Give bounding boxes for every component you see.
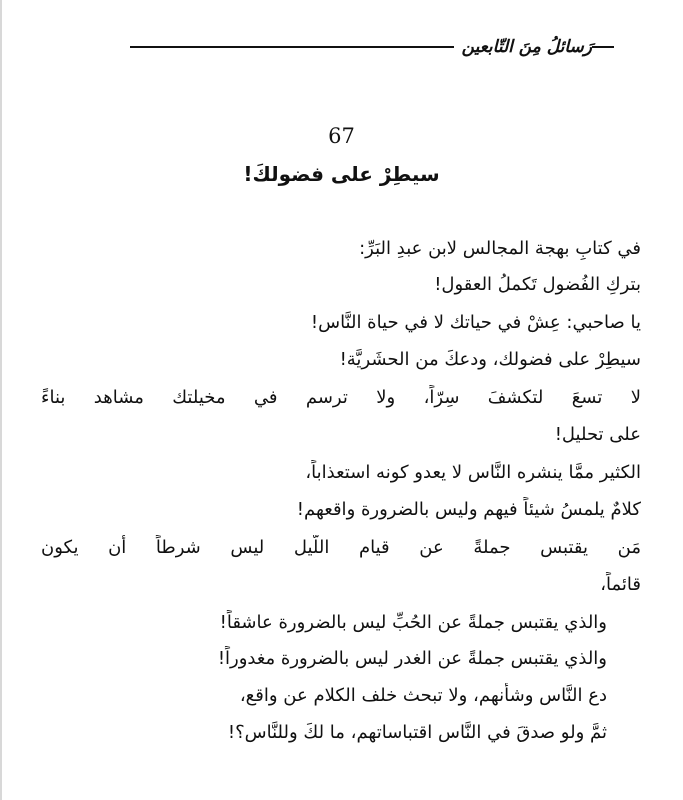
text-line: يا صاحبي: عِشْ في حياتك لا في حياة النَّاس! <box>310 312 641 333</box>
text-line: مَن يقتبس جملةً عن قيام اللَّيل ليس شرطاً أن يكون <box>41 537 641 558</box>
text-line: دع النَّاس وشأنهم، ولا تبحث خلف الكلام عن واقع، <box>239 685 607 706</box>
text-line: كلامٌ يلمسُ شيئاً فيهم وليس بالضرورة واقعهم! <box>296 499 641 520</box>
page-number: 67 <box>328 124 355 148</box>
running-header-title: رَسائلُ مِنَ التّابعين <box>461 37 592 57</box>
text-line: في كتابِ بهجة المجالس لابن عبدِ البَرِّ: <box>359 238 641 259</box>
page-edge <box>0 0 2 800</box>
text-line: لا تسعَ لتكشفَ سِرّاً، ولا ترسم في مخيلتك مشاهد بناءً <box>41 387 641 408</box>
text-line: والذي يقتبس جملةً عن الحُبِّ ليس بالضرورة عاشقاً! <box>219 612 607 633</box>
header-dash <box>592 46 614 48</box>
text-line: بتركِ الفُضول تَكملُ العقول! <box>434 274 641 295</box>
text-line: ثمَّ ولو صدقَ في النَّاس اقتباساتهم، ما لكَ وللنَّاس؟! <box>227 722 607 743</box>
text-line: على تحليل! <box>554 424 641 445</box>
chapter-title: سيطِرْ على فضولكَ! <box>243 162 440 186</box>
text-line: سيطِرْ على فضولك، ودعكَ من الحشَريَّة! <box>339 349 641 370</box>
text-line: والذي يقتبس جملةً عن الغدر ليس بالضرورة مغدوراً! <box>217 648 607 669</box>
header-rule <box>130 46 454 48</box>
text-line: قائماً، <box>600 574 641 595</box>
running-header <box>130 30 620 64</box>
text-line: الكثير ممَّا ينشره النَّاس لا يعدو كونه استعذاباً، <box>305 462 641 483</box>
